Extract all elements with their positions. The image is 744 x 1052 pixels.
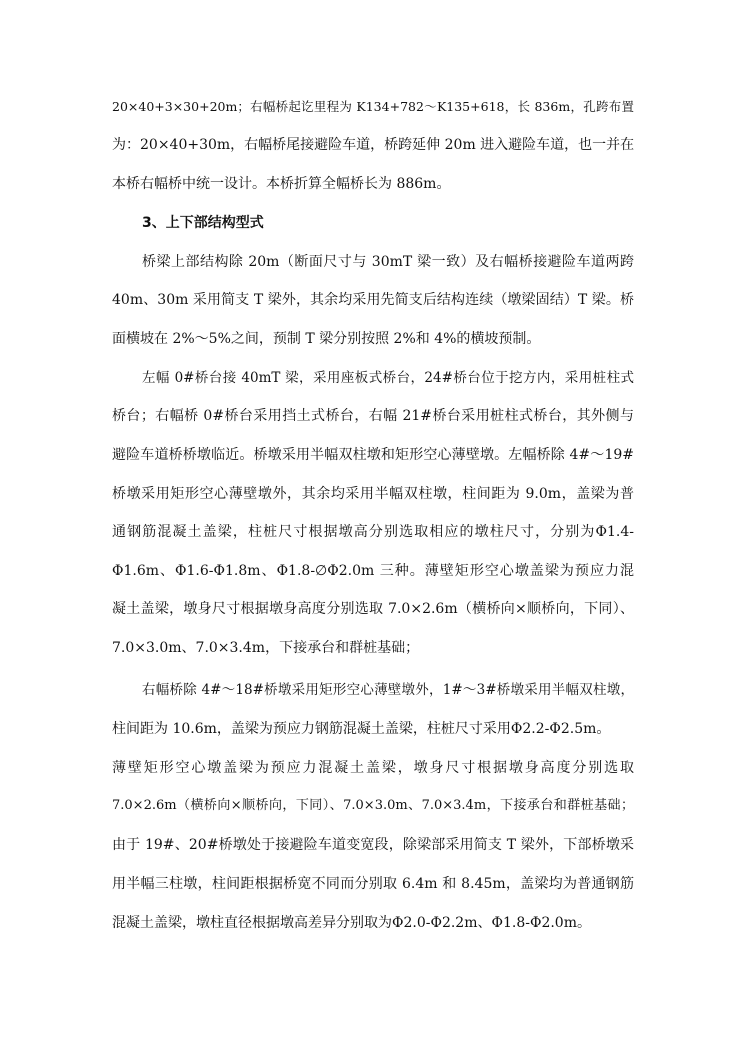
text-line: 本桥右幅桥中统一设计。本桥折算全幅桥长为 886m。 [112, 176, 451, 192]
text-line: 桥墩采用矩形空心薄壁墩外，其余均采用半幅双柱墩，柱间距为 9.0m，盖梁为普 [112, 486, 634, 502]
text-line: 桥梁上部结构除 20m（断面尺寸与 30mT 梁一致）及右幅桥接避险车道两跨 [142, 254, 634, 270]
text-line: 用半幅三柱墩，柱间距根据桥宽不同而分别取 6.4m 和 8.45m，盖梁均为普通钢筋 [112, 876, 634, 892]
text-line: 桥台；右幅桥 0#桥台采用挡土式桥台，右幅 21#桥台采用桩柱式桥台，其外侧与 [112, 408, 634, 424]
text-line: 左幅 0#桥台接 40mT 梁，采用座板式桥台，24#桥台位于挖方内，采用桩柱式 [142, 370, 634, 386]
text-line: Φ1.6m、Φ1.6-Φ1.8m、Φ1.8-∅Φ2.0m 三种。薄壁矩形空心墩盖梁为预应力混 [112, 563, 634, 579]
text-line: 7.0×3.0m、7.0×3.4m，下接承台和群桩基础； [112, 640, 420, 656]
text-line: 为：20×40+30m，右幅桥尾接避险车道，桥跨延伸 20m 进入避险车道，也一并在 [112, 137, 635, 153]
text-line: 通钢筋混凝土盖梁，柱桩尺寸根据墩高分别选取相应的墩柱尺寸，分别为Φ1.4- [112, 524, 634, 540]
text-line: 柱间距为 10.6m，盖梁为预应力钢筋混凝土盖梁，柱桩尺寸采用Φ2.2-Φ2.5m。 [112, 721, 611, 737]
text-line: 面横坡在 2%～5%之间，预制 T 梁分别按照 2%和 4%的横坡预制。 [112, 331, 541, 347]
text-line: 混凝土盖梁，墩柱直径根据墩高差异分别取为Φ2.0-Φ2.2m、Φ1.8-Φ2.0m。 [112, 915, 591, 931]
text-line: 右幅桥除 4#～18#桥墩采用矩形空心薄壁墩外，1#～3#桥墩采用半幅双柱墩， [142, 682, 634, 698]
text-line: 7.0×2.6m（横桥向×顺桥向，下同）、7.0×3.0m、7.0×3.4m，下接承台和群桩基础； [112, 798, 634, 813]
text-line: 20×40+3×30+20m；右幅桥起讫里程为 K134+782～K135+618，长 836m，孔跨布置 [112, 99, 634, 114]
text-line: 凝土盖梁，墩身尺寸根据墩身高度分别选取 7.0×2.6m（横桥向×顺桥向，下同）、 [112, 601, 634, 617]
text-line: 由于 19#、20#桥墩处于接避险车道变宽段，除梁部采用简支 T 梁外，下部桥墩采 [112, 837, 634, 853]
text-line: 薄壁矩形空心墩盖梁为预应力混凝土盖梁，墩身尺寸根据墩身高度分别选取 [112, 760, 634, 776]
text-line: 40m、30m 采用简支 T 梁外，其余均采用先简支后结构连续（墩梁固结）T 梁。桥 [112, 292, 634, 308]
text-line: 避险车道桥桥墩临近。桥墩采用半幅双柱墩和矩形空心薄壁墩。左幅桥除 4#～19# [112, 447, 634, 463]
section-heading: 3、上下部结构型式 [142, 215, 264, 231]
